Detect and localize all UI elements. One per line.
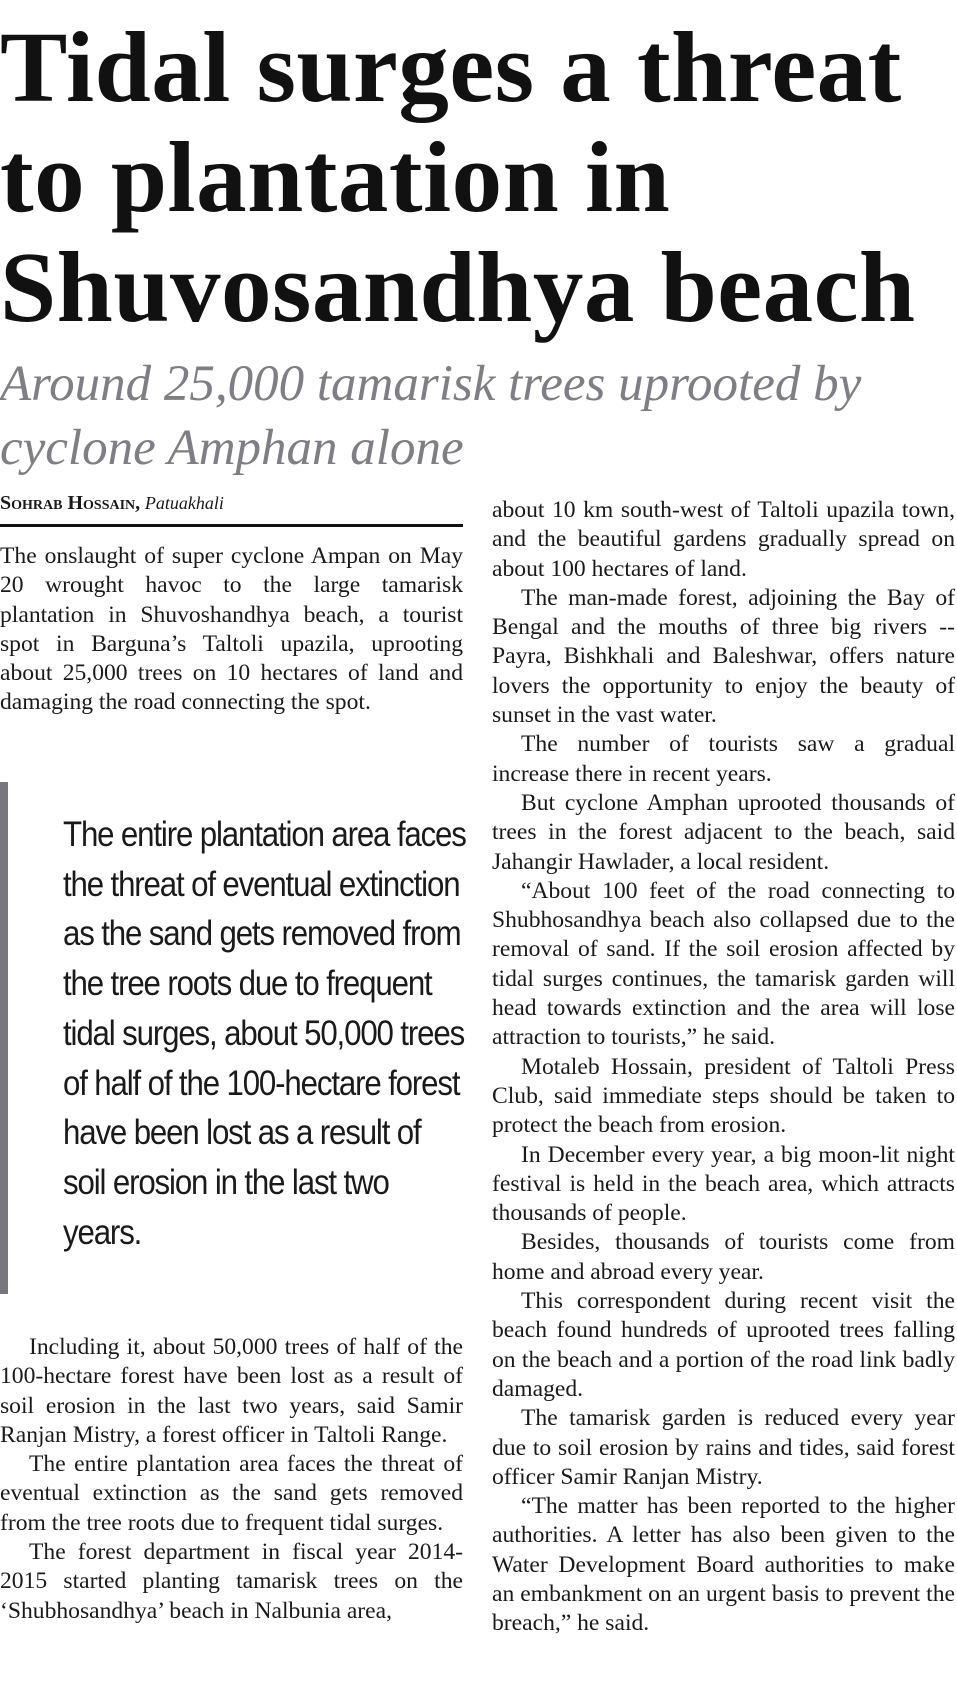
body-paragraph: The forest department in fiscal year 2014-2015 started planting tamarisk trees on the ‘Shubhosandhya’ beach in Nalbunia area, (0, 1539, 463, 1624)
body-paragraph: Motaleb Hossain, president of Taltoli Press Club, said immediate steps should be taken to protect the beach from erosion. (492, 1053, 955, 1139)
body-paragraph: Besides, thousands of tourists come from home and abroad every year. (492, 1229, 955, 1285)
body-paragraph: The entire plantation area faces the threat of eventual extinction as the sand gets removed from the tree roots due to frequent tidal surges. (0, 1451, 463, 1536)
lead-paragraph: The onslaught of super cyclone Ampan on May 20 wrought havoc to the large tamarisk plantation in Shuvoshandhya beach, a tourist spot in Barguna’s Taltoli upazila, uprooting about 25,000 trees on 10 hectares of land and damaging the road connecting the spot. (0, 543, 463, 716)
body-paragraph: Including it, about 50,000 trees of half of the 100-hectare forest have been lost as a result of soil erosion in the last two years, said Samir Ranjan Mistry, a forest officer in Taltoli Range. (0, 1334, 463, 1448)
body-paragraph: In December every year, a big moon-lit night festival is held in the beach area, which attracts thousands of people. (492, 1141, 955, 1227)
byline-author: Sohrab Hossain, (0, 492, 141, 514)
byline-divider (0, 524, 463, 527)
pull-quote: The entire plantation area faces the threat of eventual extinction as the sand gets removed from the tree roots due to frequent tidal surges, about 50,000 trees of half of the 100-hectare forest have been lost as a result of soil erosion in the last two years. (63, 814, 466, 1252)
subheadline: Around 25,000 tamarisk trees uprooted by cyclone Amphan alone (0, 356, 862, 476)
left-column-body (0, 1333, 463, 1626)
byline-location: Patuakhali (144, 493, 224, 513)
body-paragraph: “The matter has been reported to the higher authorities. A letter has also been given to the Water Development Board authorities to make an embankment on an urgent basis to prevent the breach,” he said. (492, 1493, 955, 1637)
lead-paragraph-column (0, 542, 463, 718)
body-paragraph: The number of tourists saw a gradual increase there in recent years. (492, 731, 955, 787)
body-paragraph: The man-made forest, adjoining the Bay of Bengal and the mouths of three big rivers -- Payra, Bishkhali and Baleshwar, offers nature lovers the opportunity to enjoy the beauty of sunset in the vast water. (492, 584, 955, 729)
body-paragraph-continued: about 10 km south-west of Taltoli upazila town, and the beautiful gardens gradually spread on about 100 hectares of land. (492, 497, 955, 582)
body-paragraph: The tamarisk garden is reduced every year due to soil erosion by rains and tides, said forest officer Samir Ranjan Mistry. (492, 1405, 955, 1490)
headline: Tidal surges a threat to plantation in Shuvosandhya beach (0, 11, 916, 343)
pull-quote-bar (0, 782, 8, 1294)
body-paragraph: This correspondent during recent visit the beach found hundreds of uprooted trees falling on the beach and a portion of the road link badly damaged. (492, 1288, 955, 1402)
byline (0, 491, 463, 516)
right-column-body (492, 496, 955, 1639)
body-paragraph: But cyclone Amphan uprooted thousands of trees in the forest adjacent to the beach, said Jahangir Hawlader, a local resident. (492, 789, 955, 875)
body-paragraph: “About 100 feet of the road connecting to Shubhosandhya beach also collapsed due to the removal of sand. If the soil erosion affected by tidal surges continues, the tamarisk garden will head towards extinction and the area will lose attraction to tourists,” he said. (492, 877, 955, 1051)
